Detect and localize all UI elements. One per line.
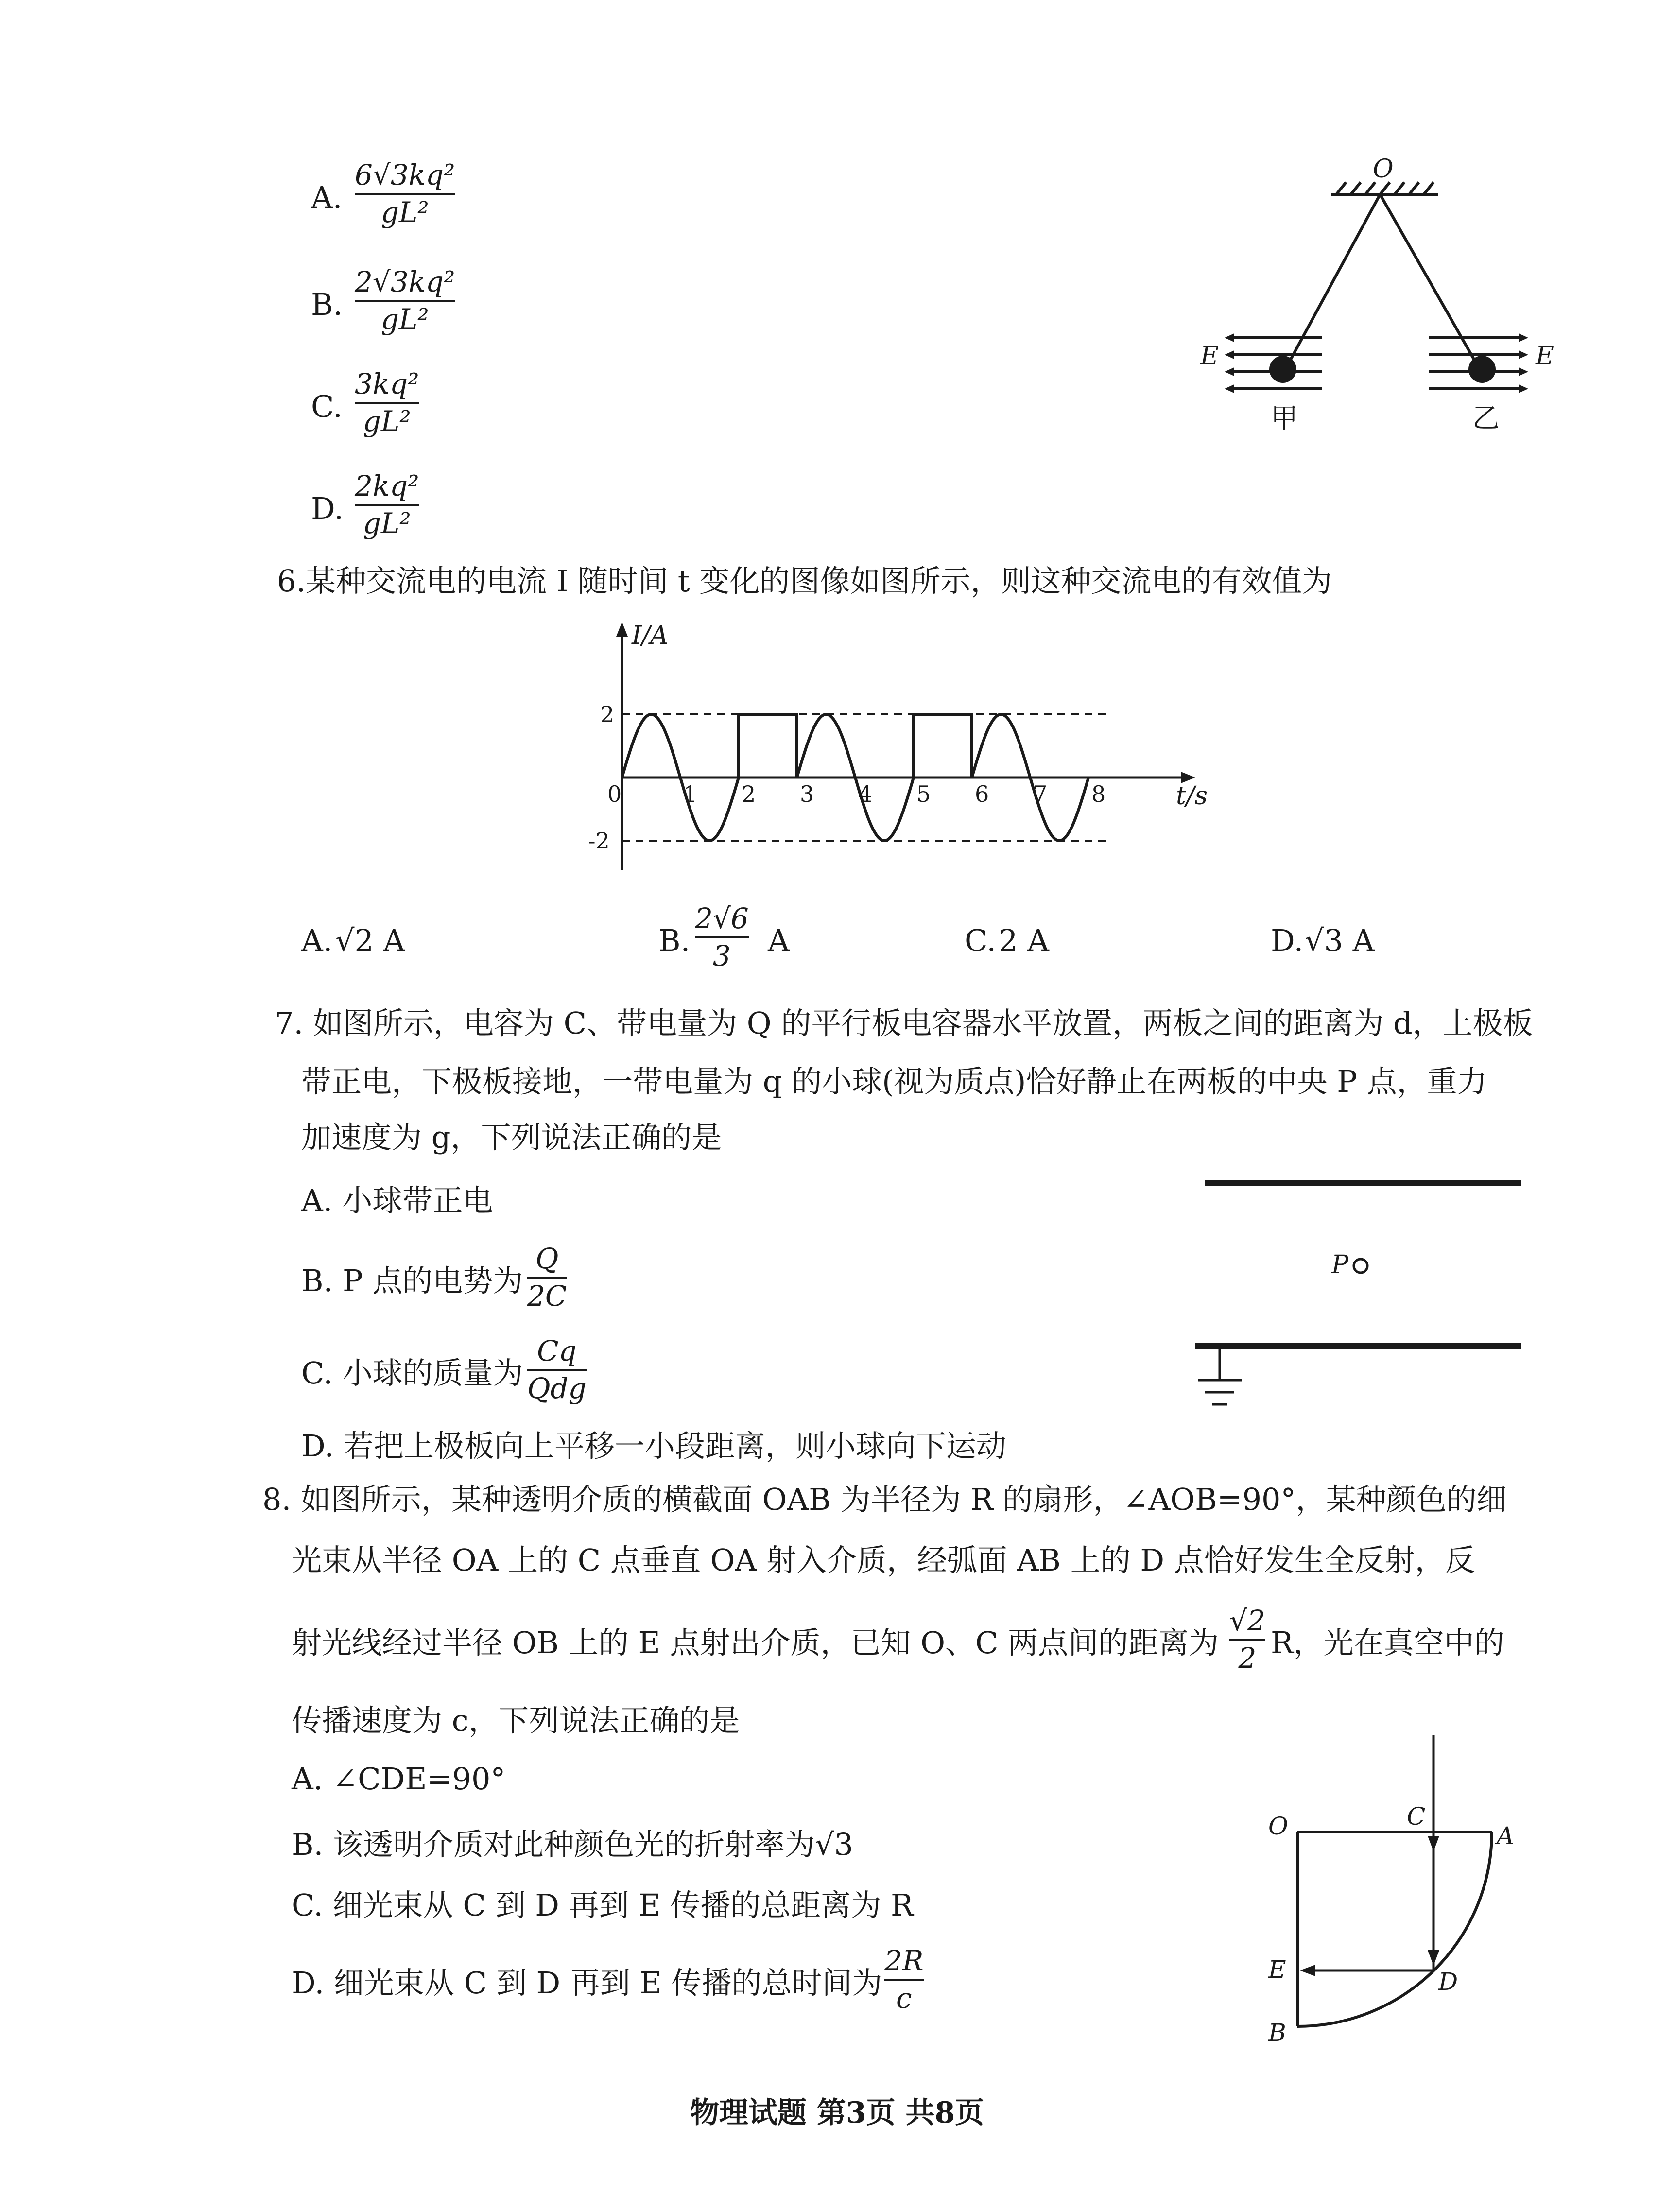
q6-option-a-text: √2 A: [335, 923, 405, 958]
q6-ylabel: I/A: [632, 621, 669, 650]
q6-option-b-unit: A: [768, 923, 790, 958]
q7-option-c-text: C. 小球的质量为: [301, 1355, 523, 1391]
q5-option-b-den: gL²: [380, 302, 429, 336]
q6-option-c-label: C.: [965, 923, 996, 958]
field-label-left: E: [1200, 342, 1219, 371]
q7-option-b-fraction: [527, 1244, 567, 1311]
q6-x-tick-label: 0: [607, 781, 622, 807]
q5-option-a-num: 6√3kq²: [355, 158, 455, 191]
q6-x-tick-label: 4: [858, 781, 873, 807]
q8-option-d-den: c: [896, 1981, 912, 2015]
q5-option-d-den: gL²: [363, 506, 411, 540]
q6-x-tick-label: 7: [1033, 781, 1048, 807]
q6-option-d-text: √3 A: [1305, 923, 1375, 958]
q5-option-d-label: D.: [311, 491, 344, 526]
q6-xlabel: t/s: [1176, 781, 1208, 811]
q5-option-d-fraction: [355, 471, 419, 538]
q8-option-a: A. ∠CDE=90°: [292, 1761, 506, 1797]
q8-option-b: B. 该透明介质对此种颜色光的折射率为√3: [292, 1827, 853, 1862]
q6-y-tick-label: 2: [600, 701, 615, 727]
q7-point-label: P: [1331, 1250, 1348, 1279]
q7-option-a: A. 小球带正电: [301, 1183, 493, 1218]
field-label-right: E: [1536, 342, 1554, 371]
ball-yi: [1468, 356, 1496, 383]
label-c: C: [1407, 1802, 1426, 1831]
q8-sector-figure: [1259, 1725, 1531, 2041]
q6-option-b-num: 2√6: [695, 902, 749, 935]
label-e: E: [1268, 1955, 1286, 1984]
q5-option-b-label: B.: [311, 287, 343, 322]
pivot-label: O: [1373, 156, 1394, 184]
q7-stem-line3: 加速度为 g，下列说法正确的是: [301, 1120, 722, 1155]
q7-capacitor-figure: [1186, 1166, 1536, 1429]
label-a: A: [1497, 1822, 1515, 1850]
label-o: O: [1268, 1812, 1288, 1840]
q5-option-c-fraction: [355, 369, 419, 436]
q6-option-a-label: A.: [301, 923, 333, 958]
q6-x-tick-label: 5: [916, 781, 931, 807]
q5-option-d-num: 2kq²: [355, 469, 419, 502]
q5-option-c-num: 3kq²: [355, 367, 419, 400]
q8-stem-line3b: R，光在真空中的: [1271, 1625, 1504, 1660]
q5-option-b-fraction: [355, 267, 455, 334]
q7-option-b-text: B. P 点的电势为: [301, 1263, 523, 1298]
q8-stem-line4: 传播速度为 c，下列说法正确的是: [292, 1703, 740, 1738]
ground-symbol: [1198, 1346, 1242, 1404]
q7-option-b-den: 2C: [527, 1279, 567, 1313]
q5-option-b-num: 2√3kq²: [355, 265, 455, 298]
q7-option-c-num: Cq: [537, 1334, 577, 1367]
q6-option-b-fraction: [695, 904, 749, 971]
q6-option-b-label: B.: [658, 923, 691, 958]
q7-option-c-fraction: [527, 1336, 587, 1403]
q5-option-a-fraction: [355, 160, 455, 227]
q5-option-c-label: C.: [311, 389, 343, 424]
q8-stem-fraction: [1229, 1606, 1265, 1673]
q6-x-tick-label: 1: [683, 781, 698, 807]
arc-ab: [1297, 1832, 1492, 2026]
q7-option-b-num: Q: [535, 1242, 559, 1275]
q6-stem: 6.某种交流电的电流 I 随时间 t 变化的图像如图所示，则这种交流电的有效值为: [277, 563, 1332, 599]
q5-pendulum-figure: [1186, 156, 1555, 447]
q6-option-b-den: 3: [712, 939, 731, 972]
q5-option-a-label: A.: [311, 180, 343, 215]
q5-option-a-den: gL²: [380, 195, 429, 229]
q6-option-c-text: 2 A: [999, 923, 1049, 958]
q6-x-tick-label: 2: [742, 781, 756, 807]
q7-stem-line1: 7. 如图所示，电容为 C、带电量为 Q 的平行板电容器水平放置，两板之间的距离为 d，上极板: [275, 1005, 1533, 1041]
q7-option-c-den: Qdg: [527, 1371, 587, 1405]
q6-x-tick-label: 6: [975, 781, 989, 807]
q7-stem-line2: 带正电，下极板接地，一带电量为 q 的小球(视为质点)恰好静止在两板的中央 P 点，重力: [301, 1064, 1487, 1099]
q8-stem-line1: 8. 如图所示，某种透明介质的横截面 OAB 为半径为 R 的扇形，∠AOB=90°，某种颜色的细: [262, 1482, 1507, 1517]
q8-option-d-text: D. 细光束从 C 到 D 再到 E 传播的总时间为: [292, 1965, 882, 2001]
label-b: B: [1268, 2019, 1286, 2041]
q8-option-c: C. 细光束从 C 到 D 再到 E 传播的总距离为 R: [292, 1887, 914, 1923]
q6-x-tick-label: 8: [1091, 781, 1106, 807]
q6-y-tick-label: -2: [588, 828, 610, 854]
ball-jia: [1269, 356, 1296, 383]
q6-x-tick-label: 3: [800, 781, 814, 807]
q8-stem-den: 2: [1238, 1641, 1257, 1675]
ball-label-jia: 甲: [1271, 403, 1298, 434]
q6-current-time-chart: [583, 617, 1273, 889]
page-footer: 物理试题 第3页 共8页: [690, 2096, 984, 2130]
q8-stem-line3a: 射光线经过半径 OB 上的 E 点射出介质，已知 O、C 两点间的距离为: [292, 1625, 1219, 1660]
q8-stem-num: √2: [1229, 1604, 1265, 1637]
q7-option-d: D. 若把上极板向上平移一小段距离，则小球向下运动: [301, 1428, 1006, 1464]
q8-option-d-num: 2R: [884, 1944, 924, 1977]
q5-option-c-den: gL²: [363, 404, 411, 438]
label-d: D: [1438, 1968, 1458, 1996]
ball-p: [1354, 1259, 1367, 1273]
left-string: [1285, 194, 1380, 369]
q6-option-d-label: D.: [1271, 923, 1304, 958]
ball-label-yi: 乙: [1472, 403, 1500, 434]
q8-option-d-fraction: [884, 1946, 924, 2013]
q8-stem-line2: 光束从半径 OA 上的 C 点垂直 OA 射入介质，经弧面 AB 上的 D 点恰好发生全反射，反: [292, 1542, 1475, 1578]
right-string: [1380, 194, 1480, 369]
